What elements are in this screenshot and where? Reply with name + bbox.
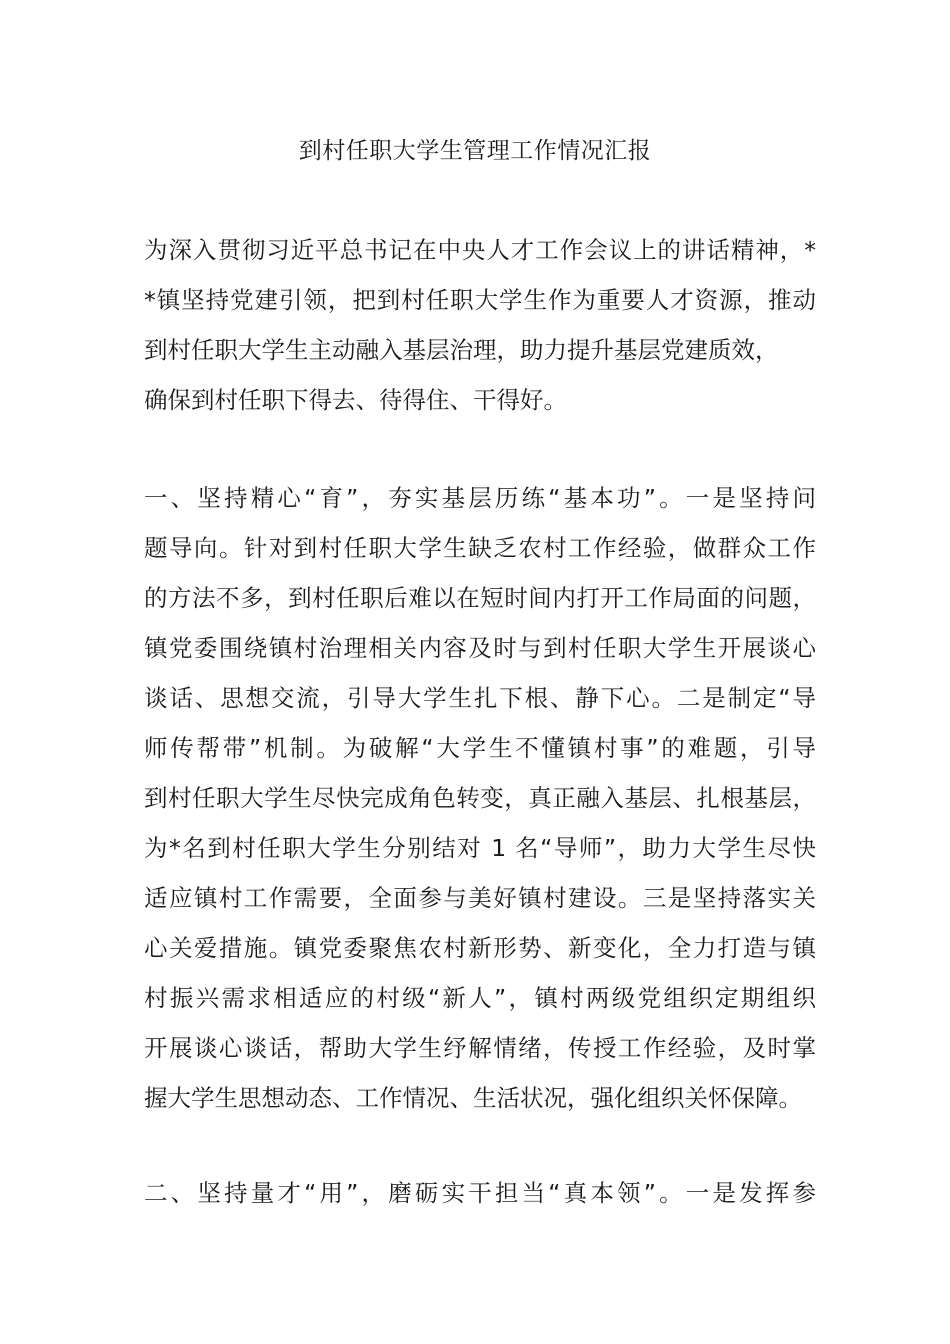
paragraph-line: 开展谈心谈话，帮助大学生纾解情绪，传授工作经验，及时掌 [144,1034,816,1062]
document-title: 到村任职大学生管理工作情况汇报 [298,138,652,164]
paragraph-line: 二、坚持量才“用”，磨砺实干担当“真本领”。一是发挥参 [144,1179,816,1207]
paragraph-line: 题导向。针对到村任职大学生缺乏农村工作经验，做群众工作 [144,534,816,562]
paragraph-line: 为深入贯彻习近平总书记在中央人才工作会议上的讲话精神，* [144,236,816,264]
paragraph-section-2 [144,1168,816,1218]
paragraph-line: 到村任职大学生尽快完成角色转变，真正融入基层、扎根基层， [144,784,816,812]
paragraph-intro [144,225,816,425]
paragraph-line: 师传帮带”机制。为破解“大学生不懂镇村事”的难题，引导 [144,734,816,762]
paragraph-line: 确保到村任职下得去、待得住、干得好。 [144,386,567,414]
paragraph-line: 为*名到村任职大学生分别结对 1 名“导师”，助力大学生尽快 [144,834,816,862]
paragraph-line: 适应镇村工作需要，全面参与美好镇村建设。三是坚持落实关 [144,884,816,912]
paragraph-line: 的方法不多，到村任职后难以在短时间内打开工作局面的问题， [144,584,816,612]
paragraph-line: 村振兴需求相适应的村级“新人”，镇村两级党组织定期组织 [144,984,816,1012]
paragraph-line: *镇坚持党建引领，把到村任职大学生作为重要人才资源，推动 [144,286,816,314]
paragraph-section-1 [144,473,816,1123]
paragraph-line: 镇党委围绕镇村治理相关内容及时与到村任职大学生开展谈心 [144,634,816,662]
paragraph-line: 一、坚持精心“育”，夯实基层历练“基本功”。一是坚持问 [144,484,816,512]
paragraph-line: 到村任职大学生主动融入基层治理，助力提升基层党建质效， [144,336,779,364]
paragraph-line: 心关爱措施。镇党委聚焦农村新形势、新变化，全力打造与镇 [144,934,816,962]
paragraph-line: 谈话、思想交流，引导大学生扎下根、静下心。二是制定“导 [144,684,816,712]
paragraph-line: 握大学生思想动态、工作情况、生活状况，强化组织关怀保障。 [144,1084,802,1112]
